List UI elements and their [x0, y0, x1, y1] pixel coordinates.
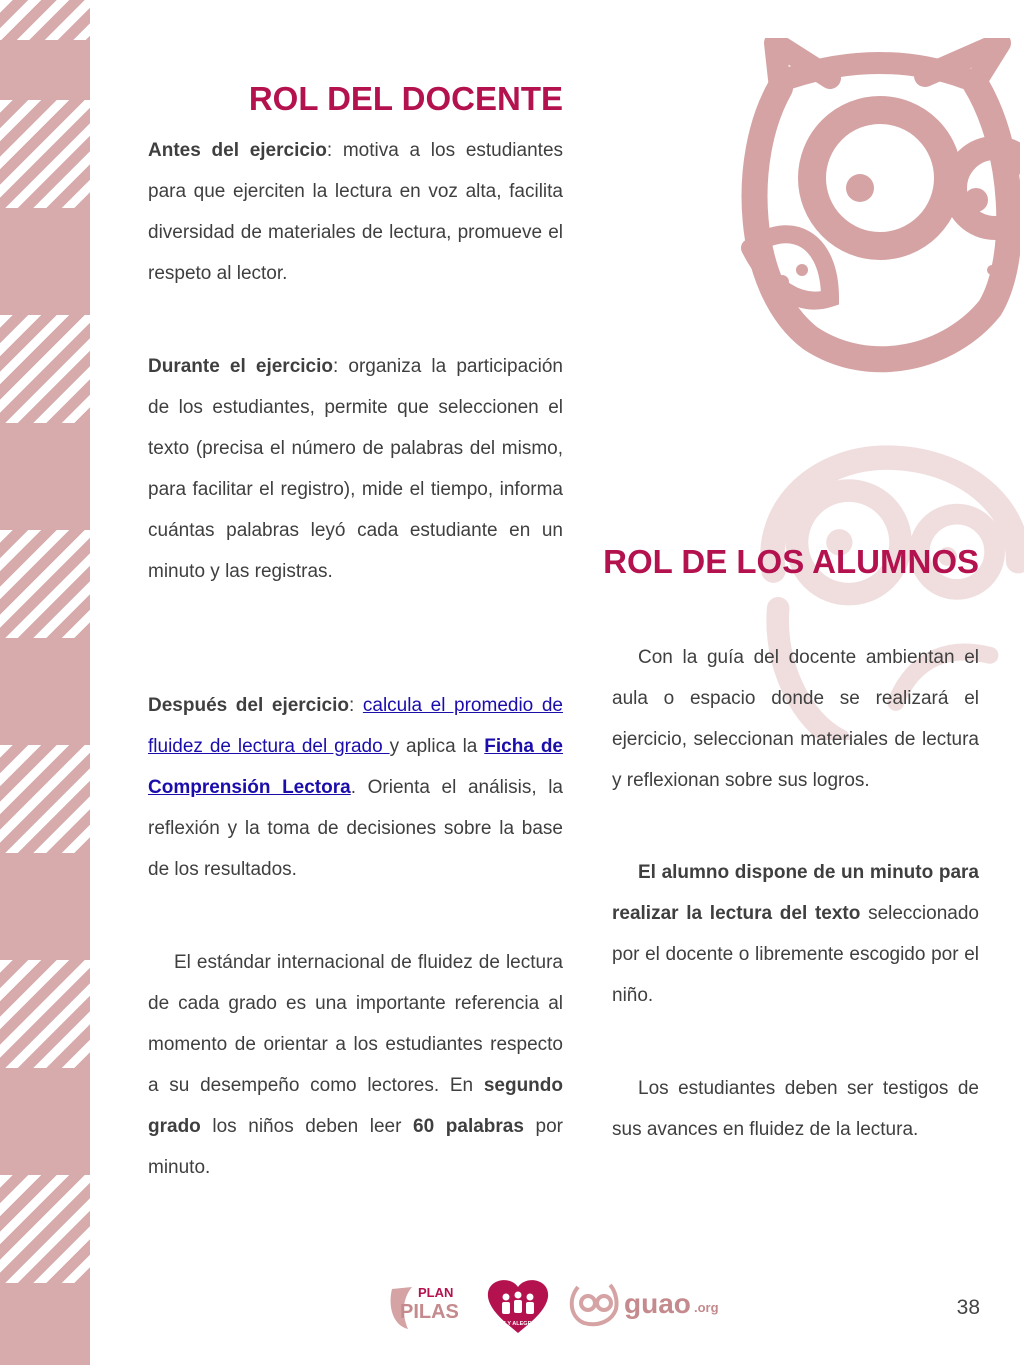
stripe-band	[0, 745, 90, 853]
estandar-paragraph	[148, 942, 563, 1188]
guao-text: guao	[624, 1288, 691, 1319]
pilas-text: PILAS	[400, 1301, 459, 1323]
stripe-band	[0, 315, 90, 423]
plan-pilas-logo	[391, 1285, 459, 1329]
durante-text: : organiza la participación de los estudiantes, permite que seleccionen el texto (precisa el número de palabras del mismo, para facilitar el registro), mide el tiempo, informa cuántas palabras leyó cada estudiante en un minuto y las registras.	[148, 356, 563, 582]
alumnos-minuto-rest: seleccionado por el docente o libremente escogido por el niño.	[612, 903, 979, 1006]
stripe-band	[0, 530, 90, 638]
alumnos-paragraph-2	[612, 852, 979, 1016]
stripe-band	[0, 1175, 90, 1283]
alumnos-paragraph-1: Con la guía del docente ambientan el aula o espacio donde se realizará el ejercicio, seleccionan materiales de lectura y reflexionan sobre sus logros.	[612, 647, 979, 791]
side-decoration-bar	[0, 0, 90, 1365]
stripe-band	[0, 100, 90, 208]
alumnos-minuto-bold: El alumno dispone de un minuto para realizar la lectura del texto	[612, 862, 979, 924]
durante-paragraph	[148, 346, 563, 592]
alumnos-paragraph-3: Los estudiantes deben ser testigos de sus avances en fluidez de la lectura.	[612, 1078, 979, 1140]
guao-logo	[572, 1285, 719, 1324]
promedio-fluidez-link[interactable]: calcula el promedio de fluidez de lectura del grado	[148, 695, 563, 757]
guao-suffix: .org	[694, 1300, 719, 1315]
despues-tail-text: . Orienta el análisis, la reflexión y la toma de decisiones sobre la base de los resultados.	[148, 777, 564, 880]
antes-label: Antes del ejercicio	[148, 140, 327, 161]
estandar-text-c: los niños deben leer	[200, 1116, 414, 1137]
owl-decoration-icon	[720, 38, 1020, 378]
antes-text: : motiva a los estudiantes para que ejerciten la lectura en voz alta, facilita diversidad de materiales de lectura, promueve el respeto al lector.	[148, 140, 564, 284]
docente-title: ROL DEL DOCENTE	[248, 80, 563, 117]
ficha-comprension-link[interactable]: Ficha de Comprensión Lectora	[148, 736, 563, 798]
estandar-text-a: El estándar internacional de fluidez de lectura de cada grado es una importante referencia al momento de orientar a los estudiantes respecto a su desempeño como lectores. En	[148, 952, 563, 1096]
footer-logos	[388, 1275, 738, 1335]
antes-paragraph	[148, 130, 563, 294]
plan-text: PLAN	[418, 1285, 454, 1300]
despues-separator: :	[348, 695, 363, 716]
estandar-text-e: por minuto.	[148, 1116, 563, 1178]
despues-label: Después del ejercicio	[148, 695, 349, 716]
fe-y-alegria-text: FE Y ALEGRIA	[498, 1321, 538, 1327]
estandar-palabras: 60 palabras	[413, 1116, 524, 1137]
despues-mid-text: y aplica la	[389, 736, 485, 757]
fe-y-alegria-logo	[488, 1280, 548, 1333]
page-number: 38	[956, 1296, 980, 1319]
estandar-grado: segundo grado	[148, 1075, 563, 1137]
alumnos-title: ROL DE LOS ALUMNOS	[603, 543, 979, 580]
stripe-band	[0, 0, 90, 40]
durante-label: Durante el ejercicio	[148, 356, 333, 377]
stripe-band	[0, 960, 90, 1068]
despues-paragraph	[148, 685, 563, 890]
